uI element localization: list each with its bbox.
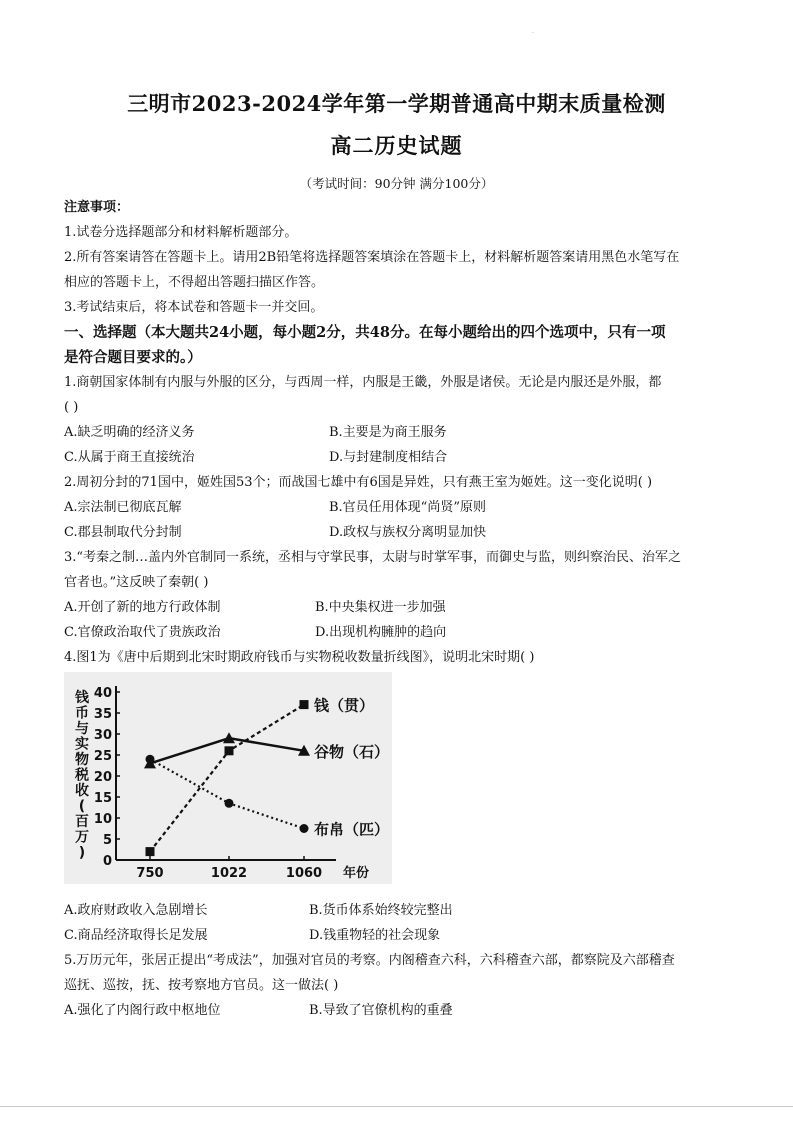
- point-square: [300, 700, 309, 709]
- question-2-option-d: D.政权与族权分离明显加快: [329, 525, 487, 540]
- point-square: [146, 847, 155, 856]
- question-4-stem: 4.图1为《唐中后期到北宋时期政府钱币与实物税收数量折线图》，说明北宋时期( ): [64, 650, 535, 665]
- question-4-option-a: A.政府财政收入急剧增长: [64, 903, 208, 918]
- question-3-stem: 3.“考秦之制…盖内外官制同一系统，丞相与守掌民事，太尉与时掌军事，而御史与监，则纠察治民、治军之: [64, 550, 682, 565]
- x-tick-label: 750: [136, 866, 164, 881]
- question-1-option-b: B.主要是为商王服务: [329, 425, 447, 440]
- y-tick-label: 35: [93, 707, 112, 722]
- y-axis-label-char: 与: [75, 721, 89, 737]
- y-tick-label: 10: [93, 812, 112, 827]
- question-1-option-a: A.缺乏明确的经济义务: [64, 425, 195, 440]
- question-1-stem: 1.商朝国家体制有内服与外服的区分，与西周一样，内服是王畿，外服是诸侯。无论是内服还是外服，都: [64, 375, 662, 390]
- series-line-square: [150, 705, 304, 852]
- series-label: 谷物（石）: [314, 742, 390, 761]
- notes-item: 3.考试结束后，将本试卷和答题卡一并交回。: [64, 300, 324, 315]
- question-2-option-c: C.郡县制取代分封制: [64, 525, 182, 540]
- question-2-option-a: A.宗法制已彻底瓦解: [64, 500, 182, 515]
- series-label: 布帛（匹）: [314, 820, 390, 839]
- y-axis-label-char: 百: [75, 814, 89, 830]
- page-title: 三明市2023-2024学年第一学期普通高中期末质量检测: [127, 91, 666, 116]
- question-1-option-d: D.与封建制度相结合: [329, 450, 448, 465]
- y-tick-label: 25: [93, 749, 112, 764]
- question-3-option-c: C.官僚政治取代了贵族政治: [64, 625, 221, 640]
- chart-svg: [64, 672, 392, 884]
- question-3-option-a: A.开创了新的地方行政体制: [64, 600, 221, 615]
- question-5-option-a: A.强化了内阁行政中枢地位: [64, 1003, 221, 1018]
- exam-info: （考试时间：90分钟 满分100分）: [299, 176, 494, 191]
- point-circle: [225, 799, 234, 808]
- y-tick-label: 40: [93, 686, 112, 701]
- y-tick-label: 0: [102, 854, 112, 869]
- question-1-blank: ( ): [64, 400, 79, 415]
- section-heading: 一、选择题（本大题共24小题，每小题2分，共48分。在每小题给出的四个选项中，只有一项: [64, 324, 666, 341]
- bottom-rule: [0, 1106, 793, 1107]
- y-axis-label-char: 收: [75, 783, 89, 799]
- y-tick-label: 20: [93, 770, 112, 785]
- series-label: 钱（贯）: [314, 696, 375, 715]
- notes-item: 1.试卷分选择题部分和材料解析题部分。: [64, 225, 298, 240]
- y-tick-label: 30: [93, 728, 112, 743]
- scan-dot: ·: [532, 30, 534, 37]
- question-4-option-b: B.货币体系始终较完整出: [309, 903, 453, 918]
- y-axis-label-char: 物: [75, 752, 89, 768]
- y-tick-label: 5: [102, 833, 112, 848]
- question-3-stem-cont: 官者也。”这反映了秦朝( ): [64, 575, 209, 590]
- point-square: [225, 746, 234, 755]
- x-tick-label: 1060: [285, 866, 323, 881]
- question-2-option-b: B.官员任用体现“尚贤”原则: [329, 500, 486, 515]
- x-axis-title: 年份: [342, 866, 370, 881]
- y-axis-label-char: (: [78, 798, 86, 815]
- point-circle: [146, 755, 155, 764]
- question-5-option-b: B.导致了官僚机构的重叠: [309, 1003, 453, 1018]
- y-axis-label-char: 实: [75, 736, 89, 753]
- y-tick-label: 15: [93, 791, 112, 806]
- question-2-stem: 2.周初分封的71国中，姬姓国53个；而战国七雄中有6国是异姓，只有燕王室为姬姓。这一变化说明( ): [64, 475, 653, 490]
- question-4-option-d: D.钱重物轻的社会现象: [309, 928, 441, 943]
- section-heading-cont: 是符合题目要求的。）: [64, 349, 202, 366]
- tax-line-chart: [64, 672, 392, 884]
- y-axis-label-char: ): [78, 845, 86, 861]
- y-axis-label-char: 币: [75, 705, 89, 722]
- x-tick-label: 1022: [210, 866, 248, 881]
- question-3-option-d: D.出现机构臃肿的趋向: [315, 625, 447, 640]
- series-line-circle: [150, 759, 304, 828]
- question-5-stem-cont: 巡抚、巡按，抚、按考察地方官员。这一做法( ): [64, 978, 339, 993]
- question-3-option-b: B.中央集权进一步加强: [315, 600, 446, 615]
- y-axis-label: [74, 689, 90, 861]
- notes-item: 2.所有答案请答在答题卡上。请用2B铅笔将选择题答案填涂在答题卡上，材料解析题答案请用黑色水笔写在: [64, 250, 680, 265]
- y-axis-label-char: 钱: [75, 690, 89, 706]
- notes-item: 相应的答题卡上，不得超出答题扫描区作答。: [64, 275, 325, 290]
- question-4-option-c: C.商品经济取得长足发展: [64, 928, 208, 943]
- point-circle: [300, 824, 309, 833]
- y-axis-label-char: 万: [75, 829, 89, 846]
- question-5-stem: 5.万历元年，张居正提出“考成法”，加强对官员的考察。内阁稽查六科，六科稽查六部，都察院及六部稽查: [64, 953, 675, 968]
- notes-heading: 注意事项：: [64, 200, 130, 215]
- page-subtitle: 高二历史试题: [330, 133, 463, 158]
- y-axis-label-char: 税: [75, 767, 89, 784]
- question-1-option-c: C.从属于商王直接统治: [64, 450, 195, 465]
